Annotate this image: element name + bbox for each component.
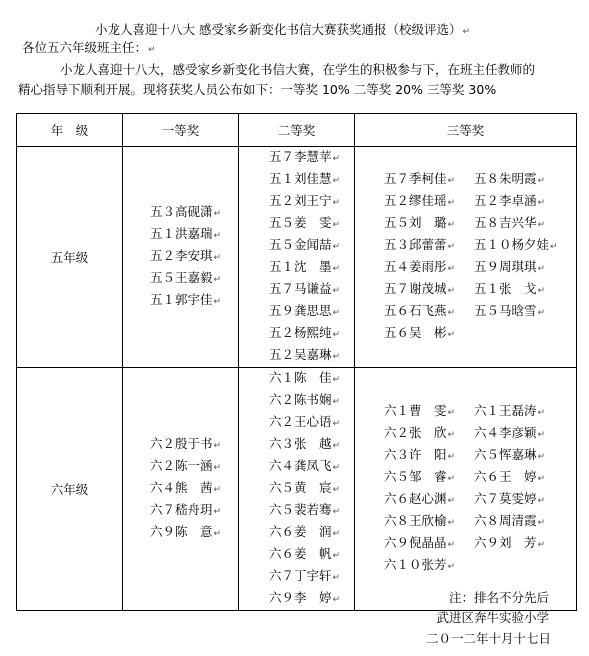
grade-label: 五年级 <box>17 147 123 368</box>
awardee-name: 六３许 阳↵ <box>384 447 456 462</box>
third-prize-list <box>355 401 576 577</box>
awardee-name: 五１张 戈↵ <box>474 281 546 296</box>
awardee-name: 六６王 婷↵ <box>474 469 546 484</box>
document-title: 小龙人喜迎十八大 感受家乡新变化书信大赛获奖通报（校级评选）↵ <box>95 22 471 37</box>
awardee-name: 五２杨熙纯↵ <box>269 325 341 340</box>
awardee-name: 六２陈书娴↵ <box>269 392 341 407</box>
awardee-name: 六９李 婷↵ <box>269 590 341 605</box>
awardee-name: 五１沈 墨↵ <box>269 259 341 274</box>
issue-date: 二０一二年十月十七日 <box>425 631 551 646</box>
awardee-name: 六８周清霞↵ <box>474 513 546 528</box>
awardee-name: 六４李彦颖↵ <box>474 425 546 440</box>
awards-table <box>16 113 577 611</box>
awardee-name: 六７莫雯婷↵ <box>474 491 546 506</box>
awardee-name: 六５黄 宸↵ <box>269 480 341 495</box>
awardee-name: 五３邱蕾蕾↵ <box>384 237 456 252</box>
header-second-prize: 二等奖 <box>239 114 355 147</box>
second-prize-list <box>239 147 354 367</box>
awardee-name: 五５马晗雪↵ <box>474 303 546 318</box>
awardee-name: 五４姜雨彤↵ <box>384 259 456 274</box>
awardee-name: 六１０张芳↵ <box>384 557 456 572</box>
header-third-prize: 三等奖 <box>355 114 577 147</box>
second-prize-cell <box>239 147 355 368</box>
awardee-name: 五２李安琪↵ <box>150 248 222 263</box>
second-prize-cell <box>239 368 355 611</box>
awardee-name: 五５姜 雯↵ <box>269 215 341 230</box>
awardee-name: 六１曹 雯↵ <box>384 403 456 418</box>
awardee-name: 五７谢茂城↵ <box>384 281 456 296</box>
header-first-prize: 一等奖 <box>123 114 239 147</box>
awardee-name: 六７嵇舟玥↵ <box>150 502 222 517</box>
awardee-name: 六３张 越↵ <box>269 436 341 451</box>
awardee-name: 五８朱明霞↵ <box>474 171 546 186</box>
table-row-grade5 <box>17 147 577 368</box>
awardee-name: 五２吴嘉琳↵ <box>269 347 341 362</box>
awardee-name: 六５恽嘉琳↵ <box>474 447 546 462</box>
awardee-name: 六６姜 帆↵ <box>269 546 341 561</box>
awardee-name: 六１王磊涛↵ <box>474 403 546 418</box>
awardee-name: 六７丁宇轩↵ <box>269 568 341 583</box>
first-prize-cell <box>123 147 239 368</box>
awardee-name: 六４熊 茜↵ <box>150 480 222 495</box>
awardee-name: 五２李卓涵↵ <box>474 193 546 208</box>
third-prize-cell <box>355 368 577 611</box>
awardee-name: 五７李慧苹↵ <box>269 149 341 164</box>
first-prize-list <box>123 202 238 312</box>
awardee-name: 五９周琪琪↵ <box>474 259 546 274</box>
awardee-name: 五９龚思思↵ <box>269 303 341 318</box>
awardee-name: 五８吉兴华↵ <box>474 215 546 230</box>
awardee-name: 六８王欣榆↵ <box>384 513 456 528</box>
awardee-name: 五７季柯佳↵ <box>384 171 456 186</box>
first-prize-list <box>123 434 238 544</box>
awardee-name: 六６赵心渊↵ <box>384 491 456 506</box>
awardee-name: 六１陈 佳↵ <box>269 370 341 385</box>
awardee-name: 六６姜 润↵ <box>269 524 341 539</box>
header-grade: 年 级 <box>17 114 123 147</box>
awardee-name: 六５邹 睿↵ <box>384 469 456 484</box>
first-prize-cell <box>123 368 239 611</box>
awardee-name: 五６吴 彬↵ <box>384 325 456 340</box>
intro-paragraph-line2: 精心指导下顺利开展。现将获奖人员公布如下：一等奖 10% 二等奖 20% 三等奖 30% <box>18 82 497 97</box>
awardee-name: 五１刘佳慧↵ <box>269 171 341 186</box>
school-name: 武进区奔牛实验小学 <box>436 610 549 625</box>
awardee-name: 六２张 欣↵ <box>384 425 456 440</box>
awardee-name: 六２殷于书↵ <box>150 436 222 451</box>
awardee-name: 六２陈一涵↵ <box>150 458 222 473</box>
awardee-name: 五１洪嘉瑞↵ <box>150 226 222 241</box>
awardee-name: 六５裴若骞↵ <box>269 502 341 517</box>
awardee-name: 五７马谦益↵ <box>269 281 341 296</box>
ranking-note: 注：排名不分先后 <box>448 590 549 605</box>
awardee-name: 六９陈 意↵ <box>150 524 222 539</box>
intro-paragraph-line1: 小龙人喜迎十八大，感受家乡新变化书信大赛，在学生的积极参与下，在班主任教师的 <box>60 62 536 77</box>
grade-label: 六年级 <box>17 368 123 611</box>
awardee-name: 五５王嘉毅↵ <box>150 270 222 285</box>
table-row-grade6 <box>17 368 577 611</box>
awardee-name: 五１郭宇佳↵ <box>150 292 222 307</box>
awardee-name: 六９刘 芳↵ <box>474 535 546 550</box>
table-header-row <box>17 114 577 147</box>
awardee-name: 五１０杨夕娃↵ <box>474 237 558 252</box>
second-prize-list <box>239 368 354 610</box>
awardee-name: 五３高砚潇↵ <box>150 204 222 219</box>
greeting: 各位五六年级班主任：↵ <box>22 40 156 55</box>
awardee-name: 六４龚凤飞↵ <box>269 458 341 473</box>
awardee-name: 五５刘 璐↵ <box>384 215 456 230</box>
awardee-name: 五２刘王宁↵ <box>269 193 341 208</box>
awardee-name: 六９倪晶晶↵ <box>384 535 456 550</box>
awardee-name: 六２王心语↵ <box>269 414 341 429</box>
third-prize-list <box>355 169 576 345</box>
awardee-name: 五５金闻喆↵ <box>269 237 341 252</box>
awardee-name: 五６石飞燕↵ <box>384 303 456 318</box>
awardee-name: 五２缪佳瑶↵ <box>384 193 456 208</box>
third-prize-cell <box>355 147 577 368</box>
